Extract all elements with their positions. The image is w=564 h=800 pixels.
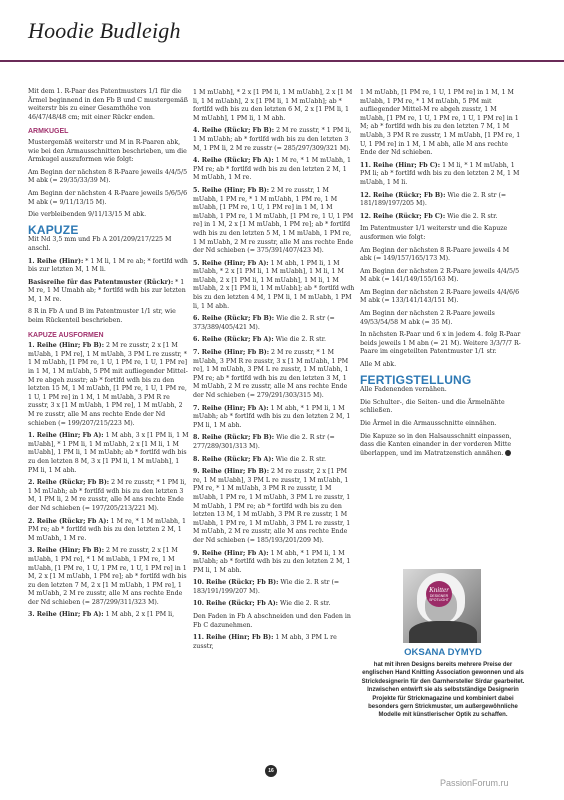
watermark: PassionForum.ru <box>440 778 509 788</box>
row-label: 6. Reihe (Rückr; Fb B): <box>193 315 275 323</box>
column-1 <box>28 88 190 624</box>
row-text: 2 M re zusstr, 2 x [1 PM re, 1 M mUabh], 3 PM L re zusstr, 1 M mUabh, 1 PM re, * 1 M mUabh, 3 PM R re zusstr, 1 M mUabh, 1 PM re, 1 M mUabh, 3 PM L re zusstr, 1 M mUabh, 1 PM re; ab * fortlfd wdh bis zu den letzten 13 M, 1 M mUabh, 3 PM R re zusstr, 1 M mUabh, 1 PM re, 1 M mUabh, 3 PM L re zusstr, 1 M mUabh, 2 M re zusstr, alle M ans rechte Ende der Nd schieben (= 185/193/201/209 M). <box>193 468 351 544</box>
row-text: 1 M abh, * 1 PM li, 1 M mUabh; ab * fortlfd wdh bis zu den letzten 2 M, 1 PM li, 1 M abh. <box>193 404 351 429</box>
row-label: 1. Reihe (Hinr): <box>28 257 84 265</box>
paragraph: Im Patentmuster 1/1 weiterstr und die Kapuze ausformen wie folgt: <box>360 225 508 241</box>
row-text: 1 M re, * 1 M mUabh, 1 PM re; ab * fortlfd wdh bis zu den letzten 2 M, 1 M mUabh, 1 M re. <box>193 157 352 182</box>
paragraph: Am Beginn der nächsten 4 R-Paare jeweils 5/6/5/6 M abk (= 9/11/13/15 M). <box>28 189 188 206</box>
row-text: 1 M abh, 2 x [1 PM li, <box>103 611 175 619</box>
paragraph: Die Schulter-, die Seiten- und die Ärmelnähte schließen. <box>360 398 505 415</box>
badge-title: Knitter <box>429 586 449 594</box>
knitter-badge-logo <box>426 581 452 607</box>
row-text: 1 M abh, 1 PM li, 1 M mUabh, * 2 x [1 PM li, 1 M mUabh], 1 M li, 1 M mUabh, 2 x [1 PM li, 1 M mUabh], 1 M li, 1 M mUabh, 2 x [1 PM li, 1 M mUabh]; ab * fortlfd wdh bis zu den letzten 4 M, 1 PM li, 1 M mUabh, 1 PM li, 1 M abh. <box>193 259 355 310</box>
row-label: 11. Reihe (Hinr; Fb C): <box>360 161 441 169</box>
page-title: Hoodie Budleigh <box>28 18 181 43</box>
section-heading-armkugel: ARMKUGEL <box>28 128 69 136</box>
row-text: 2 M re zusstr, * 1 PM li, 1 M mUabh; ab * fortlfd wdh bis zu den letzten 3 M, 1 PM li, 2 M re zusstr (= 285/297/309/321 M). <box>193 127 352 152</box>
row-label: 4. Reihe (Rückr; Fb B): <box>193 127 275 135</box>
row-label: 11. Reihe (Hinr; Fb B): <box>193 634 274 642</box>
paragraph <box>28 479 190 513</box>
paragraph: Mustergemäß weiterstr und M in R-Paaren abk, wie bei den Armausschnitten beschrieben, um die Armkugel auszuformen wie folgt: <box>28 138 187 164</box>
paragraph <box>193 260 355 312</box>
row-label: 5. Reihe (Hinr; Fb A): <box>193 259 269 267</box>
row-text: Wie die 2. R str. <box>273 455 326 463</box>
photo-body <box>409 621 477 643</box>
row-label: 2. Reihe (Rückr; Fb B): <box>28 479 110 487</box>
row-text: 2 M re zusstr, * 1 M mUabh, 3 PM R re zusstr, 3 x [1 M mUabh, 1 PM re], 1 M mUabh, 3 PM L re zusstr, 1 M mUabh, 1 PM re; ab * fortlfd wdh bis zu den letzten 3 M, 1 M mUabh, 2 M re zusstr, alle M ans rechte Ende der Nd schieben (= 279/291/303/315 M). <box>193 349 349 399</box>
section-heading-kapuze-ausformen: KAPUZE AUSFORMEN <box>28 331 104 339</box>
badge-subtitle: DESIGNER SPOTLIGHT <box>429 594 449 602</box>
row-text: Wie die 2. R str. <box>445 212 498 220</box>
row-label: 8. Reihe (Rückr; Fb B): <box>193 434 275 442</box>
paragraph: Mit Nd 3,5 mm und Fb A 201/209/217/225 M anschl. <box>28 236 172 252</box>
row-text: * 1 M re, 1 M Umabh ab; * fortlfd wdh bis zur letzten M, 1 M re. <box>28 278 186 303</box>
row-text: Wie die 2. R str (= 277/289/301/313 M). <box>193 434 335 450</box>
paragraph: Am Beginn der nächsten 8 R-Paare jeweils 4/4/5/5 M abk (= 29/35/33/39 M). <box>28 168 188 185</box>
paragraph: Die verbleibenden 9/11/13/15 M abk. <box>28 211 147 219</box>
designer-name: OKSANA DYMYD <box>404 647 482 658</box>
row-label: 6. Reihe (Rückr; Fb A): <box>193 336 274 344</box>
column-3 <box>360 89 522 462</box>
paragraph <box>193 468 355 545</box>
section-heading-fertigstellung: FERTIGSTELLUNG <box>360 372 472 387</box>
paragraph <box>28 279 190 305</box>
paragraph <box>360 213 522 222</box>
end-mark-icon <box>505 450 511 456</box>
paragraph <box>193 634 355 651</box>
paragraph: 1 M mUabh], * 2 x [1 PM li, 1 M mUabh], 2 x [1 M li, 1 M mUabh], 2 x [1 PM li, 1 M mUabh]; ab * fortlfd wdh bis zu den letzten 6 M, 2 x [1 PM li, 1 M mUabh], 1 PM li, 1 M abh. <box>193 89 353 122</box>
row-label: 10. Reihe (Rückr; Fb B): <box>193 579 279 587</box>
paragraph: 1 M mUabh, [1 PM re, 1 U, 1 PM re] in 1 M, 1 M mUabh, 1 PM re, * 1 M mUabh, 5 PM mit aufliegender Mittel-M re abgeh zusstr, 1 M mUabh, [1 PM re, 1 U, 1 PM re, 1 U, 1 PM re] in 1 M; ab * fortlfd wdh bis zu den letzten 7 M, 1 M mUabh, 3 PM R re zusstr, 1 M mUabh, [1 PM re, 1 U, 1 PM re] in 1 M, 1 M abh, alle M ans rechte Ende der Nd schieben. <box>360 89 521 157</box>
row-text: * 1 M li, 1 M re ab; * fortlfd wdh bis zur letzten M, 1 M li. <box>28 257 188 274</box>
paragraph <box>193 579 355 596</box>
paragraph <box>360 162 522 188</box>
page-number: 16 <box>265 765 277 777</box>
paragraph: Am Beginn der nächsten 2 R-Paare jeweils 4/4/6/6 M abk (= 133/141/143/151 M). <box>360 288 520 305</box>
paragraph: In nächsten R-Paar und 6 x in jedem 4. folg R-Paar beids jeweils 1 M abn (= 21 M). Weitere 3/3/7/7 R-Paare im eingeteilten Patentmuster 1/1 str. <box>360 331 521 356</box>
paragraph <box>360 192 522 209</box>
paragraph <box>193 434 355 451</box>
row-text: Wie die 2. R str (= 373/389/405/421 M). <box>193 315 335 331</box>
row-label: Basisreihe für das Patentmuster (Rückr): <box>28 278 174 286</box>
paragraph <box>193 550 355 576</box>
designer-bio: hat mit ihren Designs bereits mehrere Preise der englischen Hand Knitting Association gewonnen und als Strickdesignerin für den Garnhersteller Sirdar gearbeitet. Inzwischen entwirft sie als selbstständige Designerin Projekte für Strickmagazine und kombiniert dabei besonders gern Strickmuster, um außergewöhnliche Modelle mit künstlerischer Optik zu schaffen. <box>361 662 525 719</box>
row-label: 9. Reihe (Hinr; Fb A): <box>193 549 269 557</box>
paragraph <box>193 127 355 153</box>
title-rule <box>0 60 564 62</box>
paragraph <box>193 600 355 609</box>
paragraph <box>193 187 355 256</box>
paragraph <box>28 611 190 620</box>
paragraph <box>28 258 190 275</box>
row-text: Die Kapuze so in den Halsausschnitt einpassen, dass die Kanten einander in der vorderen Mitte überlappen, und im Matratzenstich annähen. <box>360 432 512 457</box>
row-text: Wie die 2. R str (= 181/189/197/205 M). <box>360 191 507 208</box>
paragraph: Mit dem 1. R-Paar des Patentmusters 1/1 für die Ärmel beginnend in den Fb B und C mustergemäß weiterstr bis zu einer Gesamthöhe von 46/47/48/48 cm; mit einer Rückr enden. <box>28 88 188 121</box>
row-label: 10. Reihe (Rückr; Fb A): <box>193 600 278 608</box>
paragraph: Die Ärmel in die Armausschnitte einnähen. <box>360 420 497 427</box>
paragraph <box>193 349 355 401</box>
row-text: 2 M re zusstr, 2 x [1 M mUabh, 1 PM re], * 1 M mUabh, 1 PM re, 1 M mUabh, [1 PM re, 1 U, 1 PM re, 1 U, 1 PM re] in 1 M, 2 x [1 M mUabh, 1 PM re]; ab * fortlfd wdh bis zu den letzten 7 M, 2 x [1 M mUabh, 1 PM re], 1 M mUabh, 2 M re zusstr, alle M ans rechte Ende der Nd schieben (= 287/299/311/323 M). <box>28 547 187 606</box>
paragraph: Den Faden in Fb A abschneiden und den Faden in Fb C dazunehmen. <box>193 613 351 629</box>
row-text: Wie die 2. R str. <box>273 336 326 344</box>
row-text: 1 M abh, 3 x [1 PM li, 1 M mUabh], * 1 PM li, 1 M mUabh, 2 x [1 M li, 1 M mUabh], 1 PM li, 1 M mUabh; ab * fortlfd wdh bis zu den letzten 8 M, 3 x [1 PM li, 1 M mUabh], 1 PM li, 1 M abh. <box>28 432 189 474</box>
paragraph <box>28 342 190 428</box>
row-label: 8. Reihe (Rückr; Fb A): <box>193 455 274 463</box>
row-label: 2. Reihe (Rückr; Fb A): <box>28 517 109 525</box>
paragraph: Am Beginn der nächsten 8 R-Paare jeweils 4 M abk (= 149/157/165/173 M). <box>360 246 510 263</box>
row-label: 12. Reihe (Rückr; Fb C): <box>360 212 446 220</box>
row-text: 2 M re zusstr, 1 M mUabh, 1 PM re, * 1 M mUabh, 1 PM re, 1 M mUabh, [1 PM re, 1 U, 1 PM re] in 1 M, 1 M mUabh, 1 PM re, 1 M mUabh, [1 PM re, 1 U, 1 PM re] in 1 M, 2 x [1 M mUabh, 1 PM re]; ab * fortlfd wdh bis zu den letzten 5 M, 1 M mUabh, 1 PM re, 1 M mUabh, 2 M re zusstr, alle M ans rechte Ende der Nd schieben (= 375/391/407/423 M). <box>193 186 354 255</box>
paragraph <box>28 547 190 607</box>
paragraph <box>193 157 355 183</box>
paragraph <box>360 433 522 459</box>
paragraph <box>28 432 190 475</box>
paragraph <box>28 518 190 544</box>
row-text: 2 M re zusstr, 2 x [1 M mUabh, 1 PM re], 1 M mUabh, 3 PM L re zusstr, * 1 M mUabh, [1 PM re, 1 U, 1 PM re, 1 U, 1 PM re] in 1 M, 1 M mUabh, 5 PM mit aufliegender Mittel-M re abgeh zusstr; ab * fortlfd wdh bis zu den letzten 15 M, 1 M mUabh, [1 PM re, 1 U, 1 PM re, 1 U, 1 PM re] in 1 M, 1 M mUabh, 3 PM R re zusstr, 3 x [1 M mUabh, 1 PM re], 1 M mUabh, 2 M re zusstr, alle M ans rechte Ende der Nd schieben (= 199/207/215/223 M). <box>28 342 188 427</box>
row-label: 9. Reihe (Hinr; Fb B): <box>193 468 270 476</box>
row-text: 1 M abh, 3 PM L re zusstr, <box>193 634 337 650</box>
row-label: 3. Reihe (Hinr; Fb A): <box>28 611 104 619</box>
paragraph: 8 R in Fb A und B im Patentmuster 1/1 str, wie beim Rückenteil beschrieben. <box>28 308 176 325</box>
row-label: 3. Reihe (Hinr; Fb B): <box>28 547 105 555</box>
row-text: 1 M abh, * 1 PM li, 1 M mUabh; ab * fortlfd wdh bis zu den letzten 2 M, 1 PM li, 1 M abh. <box>193 549 351 574</box>
paragraph <box>193 405 355 431</box>
paragraph <box>193 456 355 465</box>
row-label: 7. Reihe (Hinr; Fb A): <box>193 404 269 412</box>
row-text: 1 M li, * 1 M mUabh, 1 PM li; ab * fortlfd wdh bis zu den letzten 2 M, 1 M mUabh, 1 M li. <box>360 161 520 186</box>
section-heading-kapuze: KAPUZE <box>28 222 79 237</box>
row-label: 1. Reihe (Hinr; Fb A): <box>28 432 104 440</box>
row-label: 4. Reihe (Rückr; Fb A): <box>193 157 274 165</box>
row-text: 2 M re zusstr, * 1 PM li, 1 M mUabh; ab * fortlfd wdh bis zu den letzten 3 M, 1 PM li, 2 M re zusstr, alle M ans rechte Ende der Nd schieben (= 197/205/213/221 M). <box>28 479 187 512</box>
paragraph: Alle M abk. <box>360 361 397 369</box>
row-text: Wie die 2. R str (= 183/191/199/207 M). <box>193 579 340 595</box>
row-label: 7. Reihe (Hinr; Fb B): <box>193 349 270 357</box>
row-label: 12. Reihe (Rückr; Fb B): <box>360 191 446 199</box>
row-text: Wie die 2. R str. <box>278 600 331 608</box>
paragraph: Am Beginn der nächsten 2 R-Paare jeweils 4/4/5/5 M abk (= 141/149/155/163 M). <box>360 267 520 284</box>
paragraph: Am Beginn der nächsten 2 R-Paare jeweils 49/53/54/58 M abk (= 35 M). <box>360 310 495 326</box>
paragraph: Alle Fadenenden vernähen. <box>360 386 447 394</box>
row-label: 1. Reihe (Hinr; Fb B): <box>28 342 105 350</box>
paragraph <box>193 336 355 345</box>
row-label: 5. Reihe (Hinr; Fb B): <box>193 186 270 194</box>
row-text: 1 M re, * 1 M mUabh, 1 PM re; ab * fortlfd wdh bis zu den letzten 2 M, 1 M mUabh, 1 M re. <box>28 517 187 542</box>
paragraph <box>193 315 355 332</box>
column-2 <box>193 89 355 655</box>
